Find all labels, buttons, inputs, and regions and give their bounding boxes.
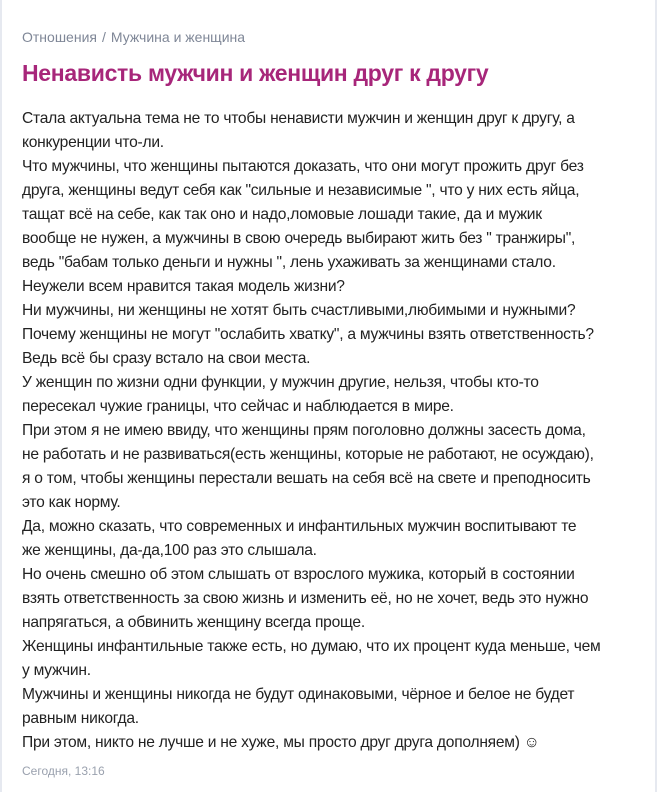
post-text-line: это как норму. bbox=[22, 494, 121, 511]
post-text-line: вообще не нужен, а мужчины в свою очередь выбирают жить без " транжиры", bbox=[22, 230, 576, 247]
post-text-line: же женщины, да-да,100 раз это слышала. bbox=[22, 542, 317, 559]
post-text-line: не работать и не развиваться(есть женщины, которые не работают, не осуждаю), bbox=[22, 446, 594, 463]
post-title: Ненависть мужчин и женщин друг к другу bbox=[22, 60, 489, 86]
post-text-line: Ведь всё бы сразу встало на свои места. bbox=[22, 350, 311, 367]
post-text-line: взять ответственность за свою жизнь и изменить её, но не хочет, ведь это нужно bbox=[22, 590, 589, 607]
breadcrumb bbox=[22, 29, 245, 45]
post-text-line: Мужчины и женщины никогда не будут одинаковыми, чёрное и белое не будет bbox=[22, 686, 575, 703]
post-text-line: У женщин по жизни одни функции, у мужчин другие, нельзя, чтобы кто-то bbox=[22, 374, 539, 391]
post-text-line: конкуренции что-ли. bbox=[22, 134, 164, 151]
post-text-line: пересекал чужие границы, что сейчас и наблюдается в мире. bbox=[22, 398, 454, 415]
breadcrumb-category[interactable]: Отношения bbox=[22, 29, 97, 45]
post-body bbox=[22, 107, 601, 755]
post-text-line: тащат всё на себе, как так оно и надо,ломовые лошади такие, да и мужик bbox=[22, 206, 542, 223]
post-text-line: При этом, никто не лучше и не хуже, мы просто друг друга дополняем) ☺ bbox=[22, 734, 540, 751]
post-text-line: я о том, чтобы женщины перестали вешать на себя всё на свете и преподносить bbox=[22, 470, 591, 487]
breadcrumb-subcategory[interactable]: Мужчина и женщина bbox=[110, 29, 246, 45]
post-text-line: у мужчин. bbox=[22, 662, 91, 679]
post-text-line: Стала актуальна тема не то чтобы ненависти мужчин и женщин друг к другу, а bbox=[22, 110, 575, 127]
post-text-line: ведь "бабам только деньги и нужны ", лень ухаживать за женщинами стало. bbox=[22, 254, 556, 271]
post-timestamp: Сегодня, 13:16 bbox=[22, 764, 105, 778]
post-text-line: Ни мужчины, ни женщины не хотят быть счастливыми,любимыми и нужными? bbox=[22, 302, 576, 319]
post-text-line: друга, женщины ведут себя как "сильные и независимые ", что у них есть яйца, bbox=[22, 182, 580, 199]
post-text-line: Да, можно сказать, что современных и инфантильных мужчин воспитывают те bbox=[22, 518, 577, 535]
post-text-line: Что мужчины, что женщины пытаются доказать, что они могут прожить друг без bbox=[22, 158, 584, 175]
post-text-line: Но очень смешно об этом слышать от взрослого мужика, который в состоянии bbox=[22, 566, 575, 583]
post-text-line: Почему женщины не могут "ослабить хватку", а мужчины взять ответственность? bbox=[22, 326, 594, 343]
post-text-line: Неужели всем нравится такая модель жизни? bbox=[22, 278, 345, 295]
post-text-line: равным никогда. bbox=[22, 710, 139, 727]
breadcrumb-separator: / bbox=[101, 29, 106, 45]
post-text-line: напрягаться, а обвинить женщину всегда проще. bbox=[22, 614, 365, 631]
post-text-line: При этом я не имею ввиду, что женщины прям поголовно должны засесть дома, bbox=[22, 422, 586, 439]
post-text-line: Женщины инфантильные также есть, но думаю, что их процент куда меньше, чем bbox=[22, 638, 601, 655]
